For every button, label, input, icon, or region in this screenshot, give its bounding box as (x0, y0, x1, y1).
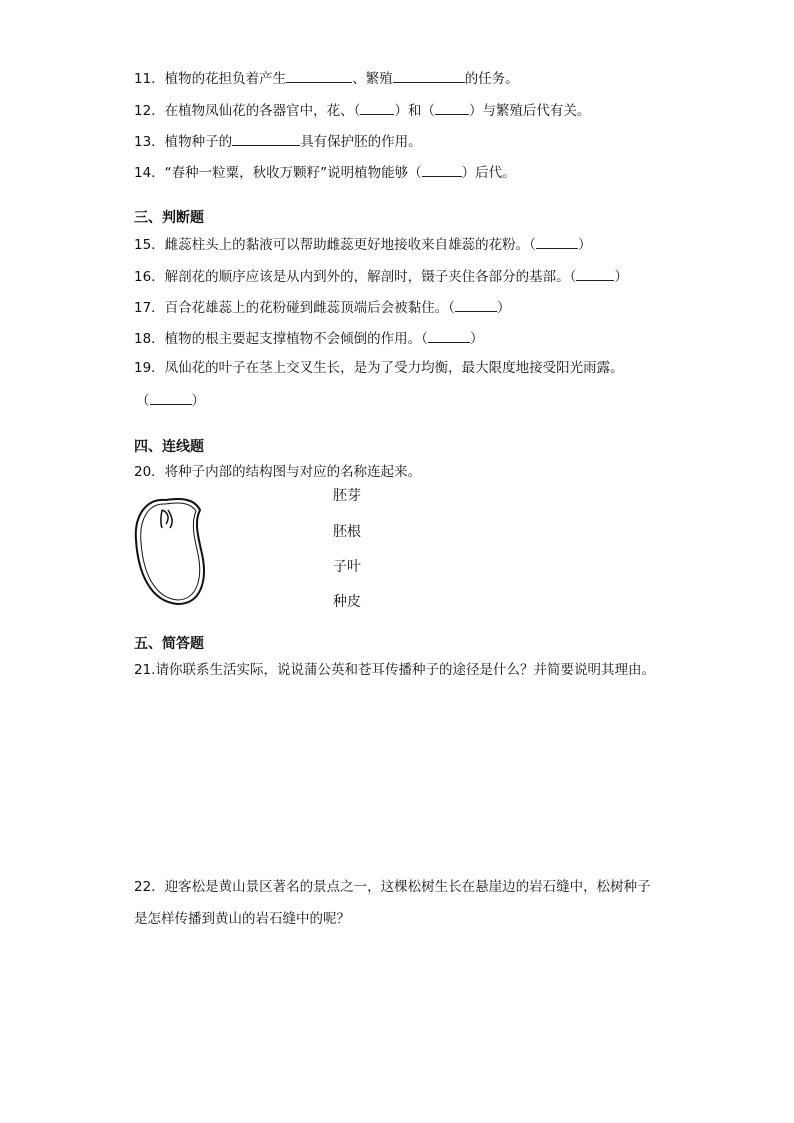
answer-blank[interactable] (435, 100, 469, 115)
question-20: 20．将种子内部的结构图与对应的名称连起来。 (134, 464, 422, 480)
answer-blank[interactable] (286, 68, 352, 83)
question-15: 15．雌蕊柱头上的黏液可以帮助雌蕊更好地接收来自雄蕊的花粉。（ ） (134, 234, 591, 254)
answer-blank[interactable] (455, 297, 497, 312)
answer-blank[interactable] (428, 328, 470, 343)
question-22: 22．迎客松是黄山景区著名的景点之一，这棵松树生长在悬崖边的岩石缝中，松树种子 (134, 879, 651, 895)
seed-diagram (128, 494, 210, 610)
question-18: 18．植物的根主要起支撑植物不会倾倒的作用。（ ） (134, 328, 483, 348)
match-label-radicle[interactable]: 胚根 (333, 524, 361, 540)
match-label-cotyledon[interactable]: 子叶 (333, 559, 361, 575)
embryo-bud (161, 510, 172, 528)
question-16: 16．解剖花的顺序应该是从内到外的，解剖时，镊子夹住各部分的基部。（ ） (134, 266, 628, 286)
question-12: 12．在植物凤仙花的各器官中，花、（ ）和（ ）与繁殖后代有关。 (134, 100, 590, 120)
answer-blank[interactable] (232, 131, 300, 146)
question-21: 21.请你联系生活实际，说说蒲公英和苍耳传播种子的途径是什么？并简要说明其理由。 (134, 662, 655, 678)
match-label-plumule[interactable]: 胚芽 (333, 488, 361, 504)
question-14: 14．“春种一粒粟，秋收万颗籽”说明植物能够（ ）后代。 (134, 162, 516, 182)
answer-blank[interactable] (150, 390, 192, 405)
question-19: 19．凤仙花的叶子在茎上交叉生长，是为了受力均衡，最大限度地接受阳光雨露。 (134, 360, 624, 376)
answer-blank[interactable] (360, 100, 394, 115)
answer-blank[interactable] (393, 68, 465, 83)
question-17: 17．百合花雄蕊上的花粉碰到雌蕊顶端后会被黏住。（ ） (134, 297, 510, 317)
section-title-match: 四、连线题 (134, 439, 204, 455)
answer-blank[interactable] (576, 266, 614, 281)
question-13: 13．植物种子的 具有保护胚的作用。 (134, 131, 422, 151)
question-22-cont: 是怎样传播到黄山的岩石缝中的呢？ (134, 911, 350, 927)
match-label-seed-coat[interactable]: 种皮 (333, 594, 361, 610)
question-19-answer: （ ） (136, 390, 205, 410)
answer-blank[interactable] (536, 234, 578, 249)
section-title-judge: 三、判断题 (134, 210, 204, 226)
answer-blank[interactable] (422, 162, 462, 177)
section-title-short-answer: 五、简答题 (134, 636, 204, 652)
question-11: 11．植物的花担负着产生 、繁殖 的任务。 (134, 68, 519, 88)
